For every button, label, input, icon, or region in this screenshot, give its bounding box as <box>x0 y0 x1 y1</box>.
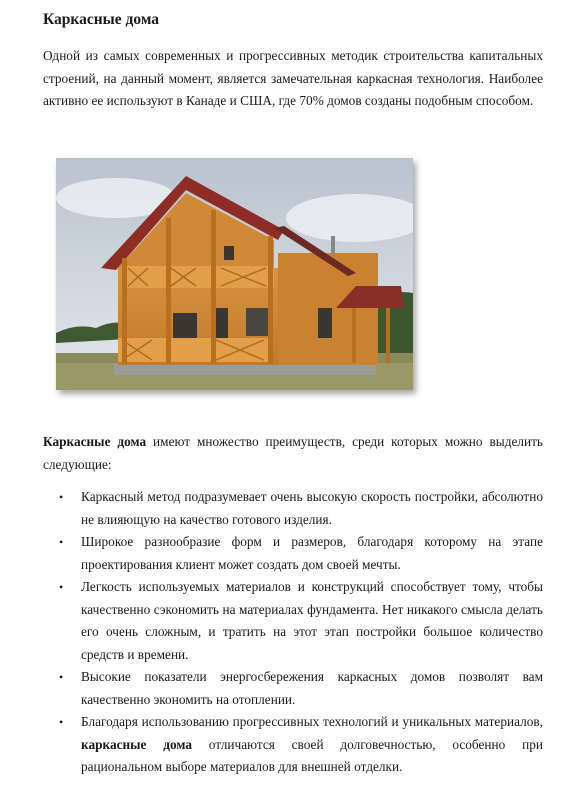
house-photo <box>56 158 413 390</box>
lead-paragraph <box>43 431 543 476</box>
list-item: • Каркасный метод подразумевает очень высокую скорость постройки, абсолютно не влияющую на качество готового изделия. <box>43 486 543 531</box>
list-item: • Легкость используемых материалов и конструкций способствует тому, чтобы качественно сэкономить на материалах фундамента. Нет никакого смысла делать его очень сложным, и тратить на этот этап постройки большое количество средств и времени. <box>43 576 543 666</box>
lead-rest: имеют множество преимуществ, среди которых можно выделить следующие: <box>43 434 543 472</box>
page-title: Каркасные дома <box>43 11 160 28</box>
list-item: • Благодаря использованию прогрессивных технологий и уникальных материалов, каркасные дома отличаются своей долговечностью, особенно при рациональном выборе материалов для внешней отделки. <box>43 711 543 779</box>
bullet-icon: • <box>59 715 64 729</box>
advantages-list <box>43 486 543 779</box>
bullet-icon: • <box>59 670 64 684</box>
lead-bold: Каркасные дома <box>43 434 147 449</box>
list-item: • Высокие показатели энергосбережения каркасных домов позволят вам качественно экономить на отоплении. <box>43 666 543 711</box>
list-item: • Широкое разнообразие форм и размеров, благодаря которому на этапе проектирования клиент может создать дом своей мечты. <box>43 531 543 576</box>
intro-paragraph: Одной из самых современных и прогрессивных методик строительства капитальных строений, на данный момент, является замечательная каркасная технология. Наиболее активно ее используют в Канаде и США, где 70% домов созданы подобным способом. <box>43 48 543 108</box>
bullet-icon: • <box>59 490 64 504</box>
bullet-icon: • <box>59 535 64 549</box>
bullet-icon: • <box>59 580 64 594</box>
